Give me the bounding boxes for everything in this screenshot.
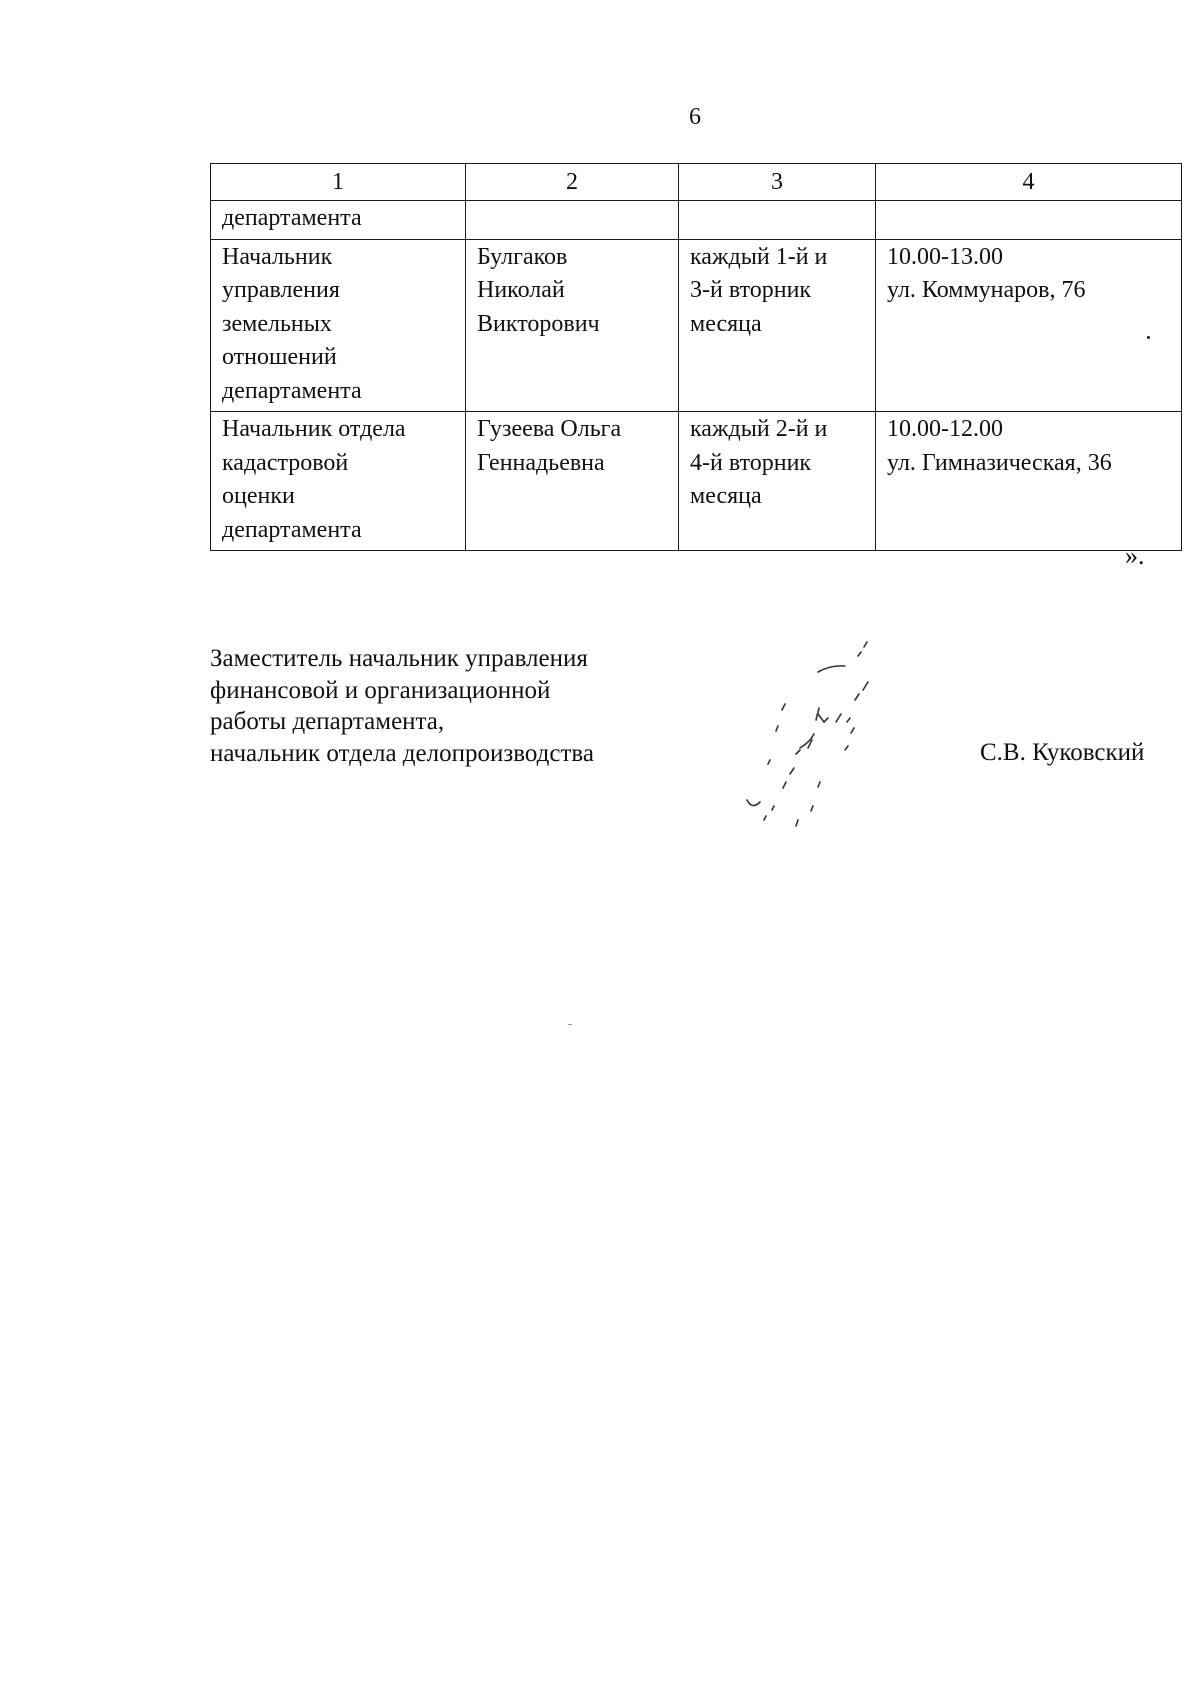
closing-quote: ». [1125, 541, 1145, 570]
position-cell [211, 239, 466, 412]
position-cell [211, 201, 466, 240]
cell-line: 4-й вторник [690, 449, 812, 476]
days-cell [679, 412, 876, 551]
stray-dot [1147, 336, 1150, 339]
cell-line: департамента [222, 377, 362, 404]
cell-line: земельных [222, 310, 332, 337]
signer-title-line: начальник отдела делопроизводства [210, 739, 594, 767]
signer-title-line: Заместитель начальник управления [210, 645, 588, 672]
cell-line: Николай [477, 277, 565, 303]
column-number-2: 2 [466, 164, 679, 201]
handwritten-signature [730, 630, 890, 845]
time-place-cell [876, 412, 1182, 551]
cell-line: ул. Коммунаров, 76 [887, 277, 1086, 303]
time-place-cell [876, 239, 1182, 412]
cell-line: месяца [690, 483, 762, 509]
stray-mark [568, 1024, 572, 1025]
signer-title [210, 643, 594, 769]
cell-line: оценки [222, 483, 295, 509]
column-number-4: 4 [876, 164, 1182, 201]
signer-title-line: работы департамента, [210, 708, 445, 735]
cell-line: Геннадьевна [477, 449, 605, 476]
cell-line: Викторович [477, 310, 600, 337]
name-cell [466, 201, 679, 240]
cell-line: Булгаков [477, 243, 568, 270]
page-number: 6 [689, 104, 701, 130]
cell-line: управления [222, 277, 340, 303]
table-row [211, 412, 1182, 551]
cell-line: 10.00-13.00 [887, 243, 1003, 270]
table-row [211, 201, 1182, 240]
cell-line: Начальник отдела [222, 416, 406, 442]
column-number-1: 1 [211, 164, 466, 201]
name-cell [466, 412, 679, 551]
cell-line: Гузеева Ольга [477, 416, 622, 442]
cell-line: каждый 2-й и [690, 416, 828, 442]
name-cell [466, 239, 679, 412]
days-cell [679, 239, 876, 412]
time-place-cell [876, 201, 1182, 240]
cell-line: отношений [222, 344, 337, 370]
days-cell [679, 201, 876, 240]
cell-line: Начальник [222, 243, 333, 270]
reception-schedule-table [210, 163, 1182, 551]
cell-line: месяца [690, 310, 762, 337]
signer-name: С.В. Куковский [980, 739, 1145, 766]
table-row [211, 239, 1182, 412]
cell-line: 3-й вторник [690, 277, 812, 303]
cell-line: департамента [222, 516, 362, 543]
cell-line: кадастровой [222, 449, 349, 476]
cell-line: департамента [222, 205, 362, 231]
column-number-3: 3 [679, 164, 876, 201]
signer-title-line: финансовой и организационной [210, 676, 551, 704]
cell-line: ул. Гимназическая, 36 [887, 449, 1112, 476]
table-header-row [211, 164, 1182, 201]
cell-line: каждый 1-й и [690, 243, 828, 270]
position-cell [211, 412, 466, 551]
cell-line: 10.00-12.00 [887, 416, 1003, 442]
